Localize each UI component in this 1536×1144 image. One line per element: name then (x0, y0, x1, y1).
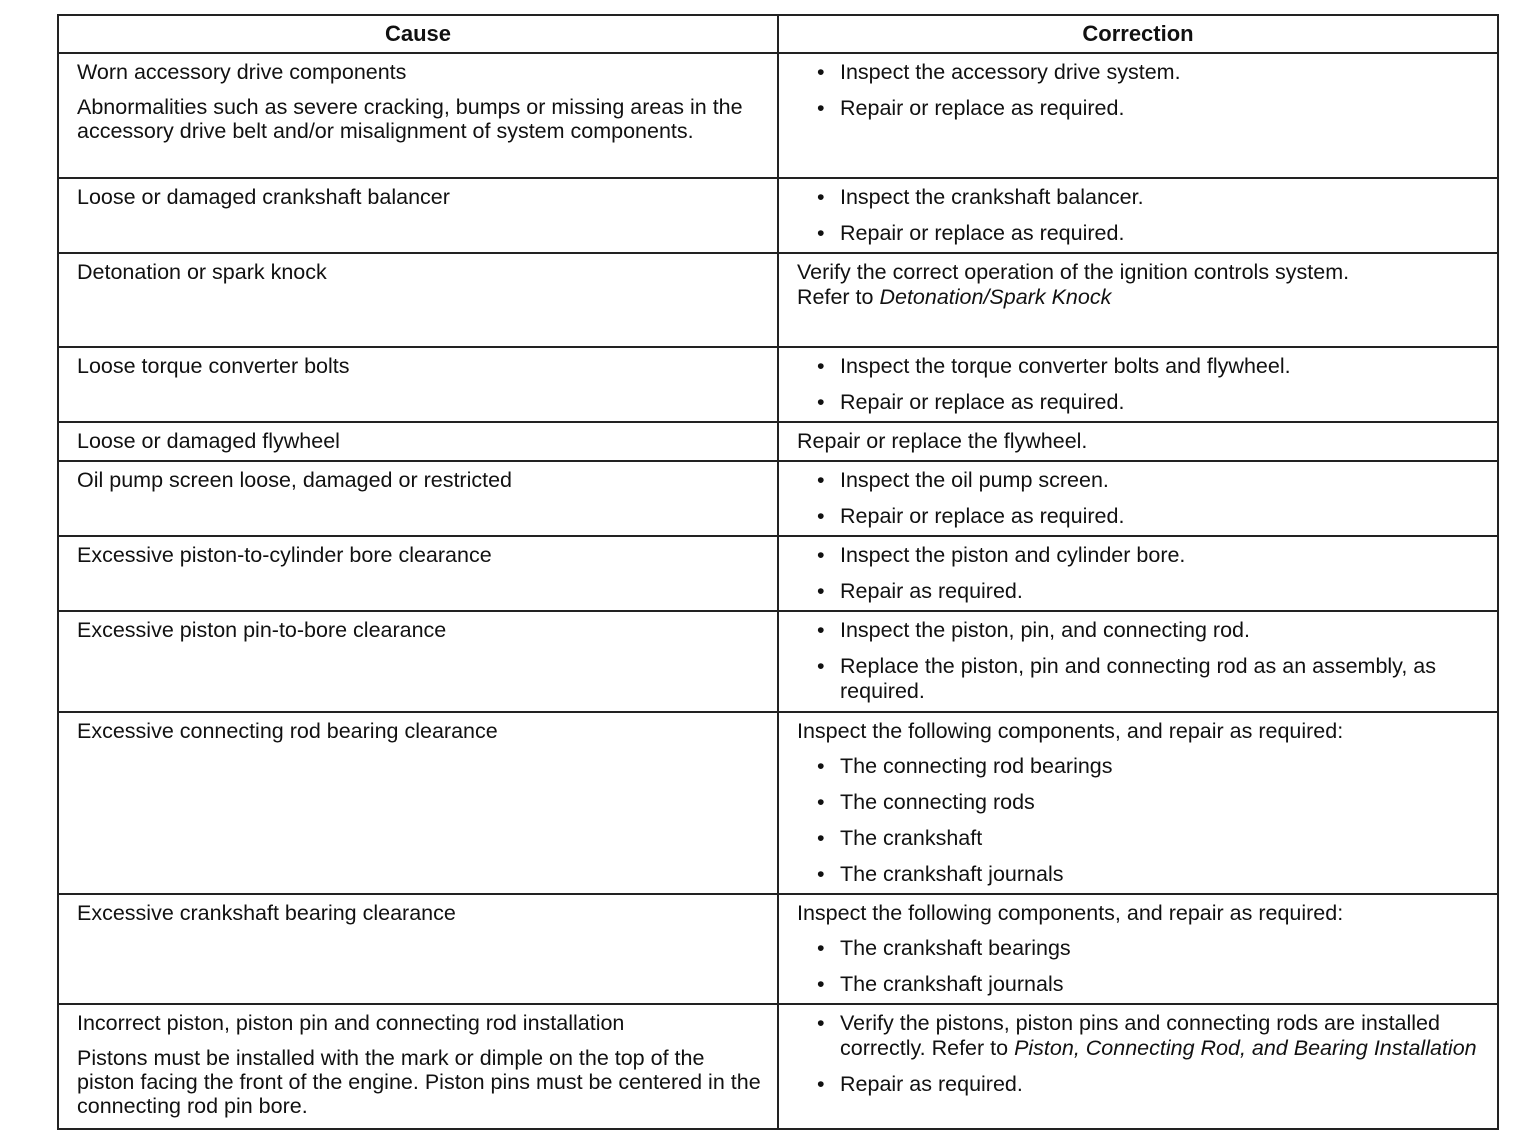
cause-cell (58, 611, 778, 712)
cause-title: Excessive crankshaft bearing clearance (77, 901, 456, 925)
list-item: • The crankshaft (797, 826, 1483, 851)
correction-reference (797, 285, 1483, 310)
table-row (58, 53, 1498, 178)
header-correction: Correction (778, 15, 1498, 53)
correction-text: Inspect the following components, and repair as required: (797, 719, 1344, 743)
correction-cell (778, 536, 1498, 611)
table-row (58, 712, 1498, 894)
list-item: • The crankshaft bearings (797, 936, 1483, 961)
list-item: • Inspect the oil pump screen. (797, 468, 1483, 493)
reference-link: Piston, Connecting Rod, and Bearing Installation (1014, 1036, 1477, 1060)
cause-title: Loose or damaged crankshaft balancer (77, 185, 450, 209)
table-row (58, 178, 1498, 253)
list-item: • Repair as required. (797, 1072, 1483, 1097)
correction-list (797, 543, 1483, 604)
correction-cell (778, 894, 1498, 1004)
cause-cell (58, 178, 778, 253)
correction-text: Verify the correct operation of the ignition controls system. (797, 260, 1350, 284)
cause-title: Loose torque converter bolts (77, 354, 350, 378)
cause-detail: Pistons must be installed with the mark or dimple on the top of the piston facing the front of the engine. Piston pins must be centered in the connecting rod pin bore. (77, 1046, 761, 1118)
correction-list (797, 618, 1483, 704)
list-item (797, 1011, 1483, 1061)
cause-detail: Abnormalities such as severe cracking, bumps or missing areas in the accessory drive belt and/or misalignment of system components. (77, 95, 743, 143)
cause-cell (58, 894, 778, 1004)
list-item: • Repair or replace as required. (797, 504, 1483, 529)
correction-list (797, 754, 1483, 887)
header-row (58, 15, 1498, 53)
table-row (58, 894, 1498, 1004)
reference-prefix: Refer to (797, 285, 874, 309)
cause-cell (58, 253, 778, 347)
cause-cell (58, 536, 778, 611)
table-row (58, 422, 1498, 461)
cause-cell (58, 422, 778, 461)
correction-list (797, 354, 1483, 415)
correction-list (797, 60, 1483, 121)
correction-text: Repair or replace the flywheel. (797, 429, 1088, 453)
table-row (58, 611, 1498, 712)
correction-cell (778, 611, 1498, 712)
cause-title: Excessive piston-to-cylinder bore clearance (77, 543, 492, 567)
list-item: • Inspect the piston, pin, and connecting rod. (797, 618, 1483, 643)
correction-list (797, 936, 1483, 997)
bullet-text: Verify the pistons, piston pins and connecting rods are installed correctly. Refer to (840, 1011, 1440, 1060)
list-item: • The crankshaft journals (797, 972, 1483, 997)
cause-cell (58, 1004, 778, 1129)
cause-title: Excessive piston pin-to-bore clearance (77, 618, 447, 642)
correction-list (797, 185, 1483, 246)
list-item: • The connecting rods (797, 790, 1483, 815)
cause-cell (58, 347, 778, 422)
list-item: • Inspect the accessory drive system. (797, 60, 1483, 85)
list-item: • The crankshaft journals (797, 862, 1483, 887)
correction-cell (778, 1004, 1498, 1129)
diagnosis-table (57, 14, 1499, 1130)
list-item: • Inspect the crankshaft balancer. (797, 185, 1483, 210)
table-row (58, 347, 1498, 422)
list-item: • Repair or replace as required. (797, 221, 1483, 246)
list-item: • Repair or replace as required. (797, 96, 1483, 121)
list-item: • Repair as required. (797, 579, 1483, 604)
correction-cell (778, 53, 1498, 178)
correction-cell (778, 253, 1498, 347)
list-item: • Inspect the torque converter bolts and flywheel. (797, 354, 1483, 379)
reference-link: Detonation/Spark Knock (879, 285, 1112, 309)
cause-cell (58, 53, 778, 178)
correction-cell (778, 422, 1498, 461)
correction-cell (778, 347, 1498, 422)
list-item: • Replace the piston, pin and connecting rod as an assembly, as required. (797, 654, 1483, 704)
cause-title: Detonation or spark knock (77, 260, 327, 284)
list-item: • The connecting rod bearings (797, 754, 1483, 779)
correction-cell (778, 461, 1498, 536)
correction-list (797, 1011, 1483, 1097)
correction-cell (778, 178, 1498, 253)
cause-title: Incorrect piston, piston pin and connecting rod installation (77, 1011, 625, 1035)
table-row (58, 536, 1498, 611)
list-item: • Repair or replace as required. (797, 390, 1483, 415)
cause-title: Excessive connecting rod bearing clearance (77, 719, 498, 743)
cause-title: Worn accessory drive components (77, 60, 407, 84)
header-cause: Cause (58, 15, 778, 53)
table-row (58, 1004, 1498, 1129)
list-item: • Inspect the piston and cylinder bore. (797, 543, 1483, 568)
cause-cell (58, 712, 778, 894)
correction-list (797, 468, 1483, 529)
table-row (58, 253, 1498, 347)
correction-text: Inspect the following components, and repair as required: (797, 901, 1344, 925)
cause-title: Loose or damaged flywheel (77, 429, 340, 453)
cause-title: Oil pump screen loose, damaged or restricted (77, 468, 512, 492)
correction-cell (778, 712, 1498, 894)
table-row (58, 461, 1498, 536)
cause-cell (58, 461, 778, 536)
